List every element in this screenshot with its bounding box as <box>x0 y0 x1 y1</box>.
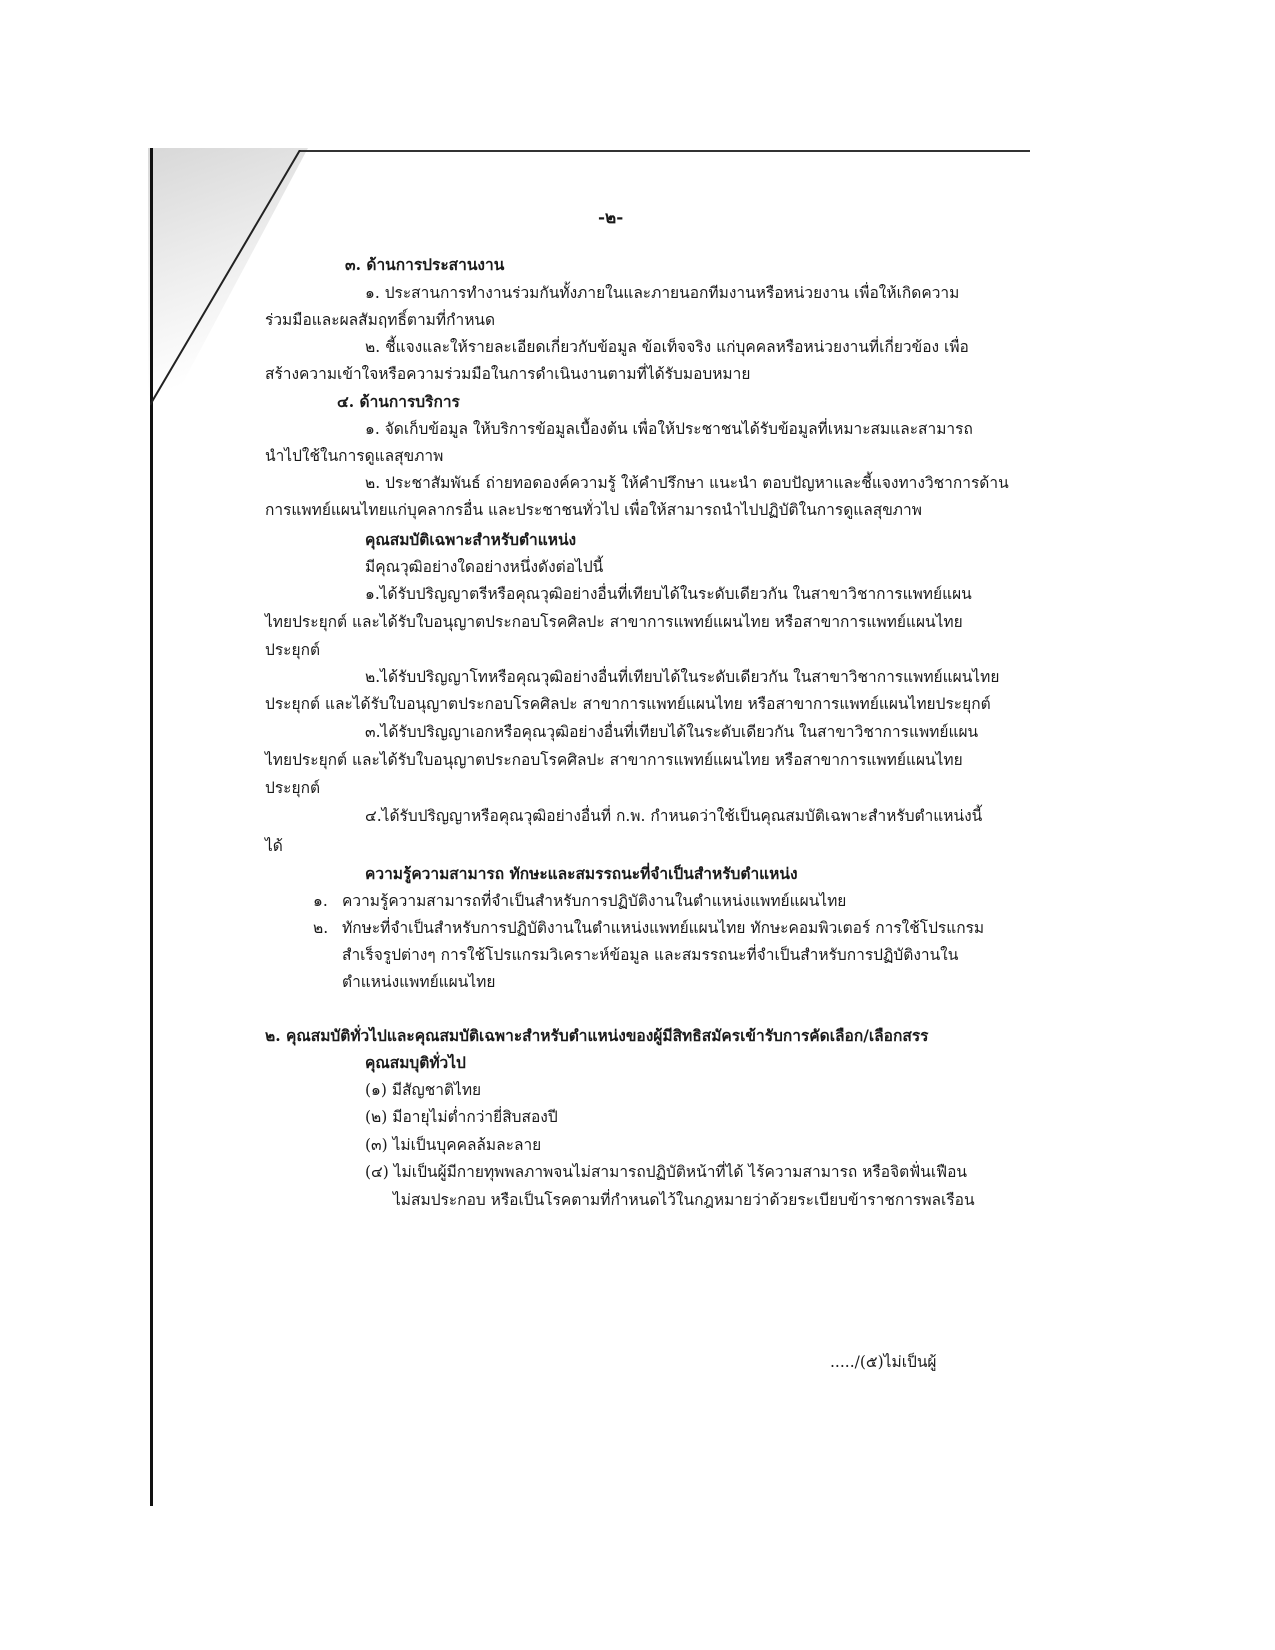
qualification-1-line3: ประยุกต์ <box>265 641 321 659</box>
section-3-heading: ๓. ด้านการประสานงาน <box>345 255 505 274</box>
top-rule <box>300 150 1030 152</box>
qualification-4-line1: ๔.ได้รับปริญญาหรือคุณวุฒิอย่างอื่นที่ ก.พ. กำหนดว่าใช้เป็นคุณสมบัติเฉพาะสำหรับตำแหน่งนี้ <box>365 807 983 825</box>
sec3-item1-line2: ร่วมมือและผลสัมฤทธิ์ตามที่กำหนด <box>265 311 496 329</box>
qualification-4-line2: ได้ <box>265 837 283 855</box>
skill-1-text: ความรู้ความสามารถที่จำเป็นสำหรับการปฏิบัติงานในตำแหน่งแพทย์แผนไทย <box>342 892 847 910</box>
sec4-item2-line2: การแพทย์แผนไทยแก่บุคลากรอื่น และประชาชนทั่วไป เพื่อให้สามารถนำไปปฏิบัติในการดูแลสุขภาพ <box>265 501 922 519</box>
qualification-2-line2: ประยุกต์ และได้รับใบอนุญาตประกอบโรคศิลปะ สาขาการแพทย์แผนไทย หรือสาขาการแพทย์แผนไทยประยุกต์ <box>265 695 991 713</box>
page-number: -๒- <box>598 208 624 228</box>
sec4-item1-line2: นำไปใช้ในการดูแลสุขภาพ <box>265 447 444 465</box>
general-item-4-line2: ไม่สมประกอบ หรือเป็นโรคตามที่กำหนดไว้ในกฎหมายว่าด้วยระเบียบข้าราชการพลเรือน <box>393 1191 975 1209</box>
qualification-1-line1: ๑.ได้รับปริญญาตรีหรือคุณวุฒิอย่างอื่นที่เทียบได้ในระดับเดียวกัน ในสาขาวิชาการแพทย์แผน <box>365 585 972 603</box>
general-qualifications-heading: คุณสมบุติทั่วไป <box>365 1053 466 1072</box>
general-item-1: (๑) มีสัญชาติไทย <box>365 1081 482 1099</box>
general-item-2: (๒) มีอายุไม่ต่ำกว่ายี่สิบสองปี <box>365 1108 558 1126</box>
sec3-item1-line1: ๑. ประสานการทำงานร่วมกันทั้งภายในและภายนอกทีมงานหรือหน่วยงาน เพื่อให้เกิดความ <box>365 284 960 302</box>
skill-2-line3: ตำแหน่งแพทย์แผนไทย <box>342 973 496 991</box>
skill-2-line1: ทักษะที่จำเป็นสำหรับการปฏิบัติงานในตำแหน่งแพทย์แผนไทย ทักษะคอมพิวเตอร์ การใช้โปรแกรม <box>342 919 985 937</box>
general-item-3: (๓) ไม่เป็นบุคคลล้มละลาย <box>365 1136 542 1154</box>
qualification-1-line2: ไทยประยุกต์ และได้รับใบอนุญาตประกอบโรคศิลปะ สาขาการแพทย์แผนไทย หรือสาขาการแพทย์แผนไทย <box>265 613 963 631</box>
sec4-item1-line1: ๑. จัดเก็บข้อมูล ให้บริการข้อมูลเบื้องต้น เพื่อให้ประชาชนได้รับข้อมูลที่เหมาะสมและสามารถ <box>365 420 973 438</box>
specific-intro: มีคุณวุฒิอย่างใดอย่างหนึ่งดังต่อไปนี้ <box>365 558 604 576</box>
skill-2-line2: สำเร็จรูปต่างๆ การใช้โปรแกรมวิเคราะห์ข้อมูล และสมรรถนะที่จำเป็นสำหรับการปฏิบัติงานใน <box>342 946 959 964</box>
skill-1-number: ๑. <box>313 892 328 910</box>
qualification-2-line1: ๒.ได้รับปริญญาโทหรือคุณวุฒิอย่างอื่นที่เทียบได้ในระดับเดียวกัน ในสาขาวิชาการแพทย์แผนไทย <box>365 668 1000 686</box>
general-item-4-line1: (๔) ไม่เป็นผู้มีกายทุพพลภาพจนไม่สามารถปฏิบัติหน้าที่ได้ ไร้ความสามารถ หรือจิตฟั่นเฟือน <box>365 1163 967 1181</box>
skill-2-number: ๒. <box>313 919 329 937</box>
part-2-heading: ๒. คุณสมบัติทั่วไปและคุณสมบัติเฉพาะสำหรับตำแหน่งของผู้มีสิทธิสมัครเข้ารับการคัดเลือก/เลือกสรร <box>265 1026 929 1045</box>
sec4-item2-line1: ๒. ประชาสัมพันธ์ ถ่ายทอดองค์ความรู้ ให้คำปรึกษา แนะนำ ตอบปัญหาและชี้แจงทางวิชาการด้าน <box>365 474 1009 492</box>
specific-qualifications-heading: คุณสมบัติเฉพาะสำหรับตำแหน่ง <box>365 530 577 549</box>
sec3-item2-line1: ๒. ชี้แจงและให้รายละเอียดเกี่ยวกับข้อมูล ข้อเท็จจริง แก่บุคคลหรือหน่วยงานที่เกี่ยวข้อง เพื่อ <box>365 338 969 356</box>
section-4-heading: ๔. ด้านการบริการ <box>337 392 460 411</box>
qualification-3-line3: ประยุกต์ <box>265 779 321 797</box>
skills-heading: ความรู้ความสามารถ ทักษะและสมรรถนะที่จำเป็นสำหรับตำแหน่ง <box>365 864 798 883</box>
continuation-note: ...../(๕)ไม่เป็นผู้ <box>830 1353 937 1371</box>
qualification-3-line2: ไทยประยุกต์ และได้รับใบอนุญาตประกอบโรคศิลปะ สาขาการแพทย์แผนไทย หรือสาขาการแพทย์แผนไทย <box>265 751 963 769</box>
sec3-item2-line2: สร้างความเข้าใจหรือความร่วมมือในการดำเนินงานตามที่ได้รับมอบหมาย <box>265 365 751 383</box>
qualification-3-line1: ๓.ได้รับปริญญาเอกหรือคุณวุฒิอย่างอื่นที่เทียบได้ในระดับเดียวกัน ในสาขาวิชาการแพทย์แผน <box>365 723 979 741</box>
